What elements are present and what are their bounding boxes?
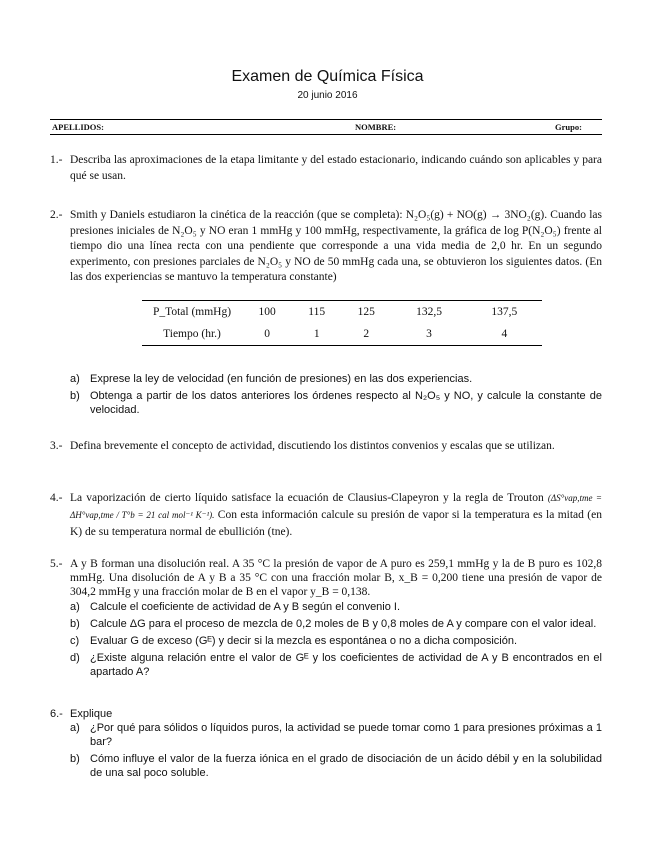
table-cell: 137,5 <box>467 301 542 324</box>
sub-text: Cómo influye el valor de la fuerza iónica en el grado de disociación de un ácido débil y en la solubilidad de una sal poco soluble. <box>90 753 602 779</box>
sub-question-a <box>70 600 602 614</box>
question-2 <box>50 208 602 286</box>
question-1 <box>50 153 602 184</box>
question-text: Explique <box>70 708 113 720</box>
question-number: 2.- <box>50 209 63 221</box>
sub-question-c <box>70 634 602 648</box>
exam-date: 20 junio 2016 <box>297 90 358 101</box>
question-text-part: La vaporización de cierto líquido satisface la ecuación de Clausius-Clapeyron y la regla de Trouton <box>70 492 544 504</box>
question-number: 5.- <box>50 558 63 570</box>
sub-text: ¿Existe alguna relación entre el valor de Gᴱ y los coeficientes de actividad de A y B encontrados en el apartado A? <box>90 652 602 678</box>
sub-question-d <box>70 651 602 679</box>
sub-text: Exprese la ley de velocidad (en función de presiones) en las dos experiencias. <box>90 373 473 385</box>
sub-text: Calcule ΔG para el proceso de mezcla de 0,2 moles de B y 0,8 moles de A y compare con el valor ideal. <box>90 618 597 630</box>
sub-letter: b) <box>70 618 80 630</box>
table-row-pressure <box>142 301 542 324</box>
question-5 <box>50 557 602 679</box>
row-label: Tiempo (hr.) <box>142 323 242 346</box>
sub-text: Calcule el coeficiente de actividad de A y B según el convenio I. <box>90 601 401 613</box>
question-text: Defina brevemente el concepto de actividad, discutiendo los distintos convenios y escalas que se utilizan. <box>70 440 555 452</box>
table-cell: 3 <box>391 323 466 346</box>
table-cell: 0 <box>242 323 292 346</box>
question-number: 3.- <box>50 440 63 452</box>
sub-question-a <box>70 372 602 386</box>
sub-question-b <box>70 389 602 417</box>
question-text-part: Con esta información calcule su presión de vapor si la temperatura es la mitad (en K) de su temperatura normal de ebullición (tne). <box>70 509 602 538</box>
sub-letter: a) <box>70 601 80 613</box>
question-text: Describa las aproximaciones de la etapa limitante y del estado estacionario, indicando cuándo son aplicables y para qué se usan. <box>70 154 602 182</box>
table-cell: 115 <box>292 301 341 324</box>
table-cell: 132,5 <box>391 301 466 324</box>
name-field: NOMBRE: <box>355 122 397 132</box>
question-text: A y B forman una disolución real. A 35 °C la presión de vapor de A puro es 259,1 mmHg y la de B puro es 102,8 mmHg. Una disolución de A y B a 35 °C con una fracción molar B, x_B = 0,200 tiene una presión de vapor de 304,2 mmHg y una fracción molar de B en el vapor y_B = 0,138. <box>70 558 602 598</box>
sub-question-b <box>70 617 602 631</box>
table-cell: 100 <box>242 301 292 324</box>
question-3 <box>50 439 602 455</box>
question-6 <box>50 707 602 780</box>
question-number: 1.- <box>50 154 63 166</box>
sub-letter: a) <box>70 722 80 734</box>
sub-letter: c) <box>70 635 80 647</box>
question-number: 4.- <box>50 492 63 504</box>
table-cell: 1 <box>292 323 341 346</box>
sub-letter: b) <box>70 753 80 765</box>
student-info-bar <box>50 119 602 135</box>
table-row-time <box>142 323 542 346</box>
sub-letter: a) <box>70 373 80 385</box>
exam-title: Examen de Química Física <box>231 68 424 85</box>
question-number: 6.- <box>50 708 63 720</box>
question-text <box>70 490 602 541</box>
sub-question-a <box>70 721 602 749</box>
table-cell: 125 <box>341 301 391 324</box>
group-field: Grupo: <box>555 122 582 132</box>
sub-text: Obtenga a partir de los datos anteriores los órdenes respecto al N₂O₅ y NO, y calcule la constante de velocidad. <box>90 390 602 416</box>
sub-text: ¿Por qué para sólidos o líquidos puros, la actividad se puede tomar como 1 para presiones próximas a 1 bar? <box>90 722 602 748</box>
table-cell: 2 <box>341 323 391 346</box>
question-2-items <box>50 372 602 417</box>
question-text: Smith y Daniels estudiaron la cinética de la reacción (que se completa): N₂O₅(g) + NO(g) → 3NO₂(g). Cuando las presiones iniciales de N₂O₅ y NO eran 1 mmHg y 100 mmHg, respectivamente, la gráfica de log P(N₂O₅) frente al tiempo dio una línea recta con una pendiente que corresponde a una vida media de 2,0 hr. En un segundo experimento, con presiones parciales de N₂O₅ y NO de 50 mmHg cada una, se obtuvieron los siguientes datos. (En las dos experiencias se mantuvo la temperatura constante) <box>70 209 602 283</box>
table-cell: 4 <box>467 323 542 346</box>
pressure-time-table <box>142 300 542 346</box>
sub-letter: b) <box>70 390 80 402</box>
sub-text: Evaluar G de exceso (Gᴱ) y decir si la mezcla es espontánea o no a dicha composición. <box>90 635 518 647</box>
row-label: P_Total (mmHg) <box>142 301 242 324</box>
trouton-formula: (ΔS°vap,tme = ΔH°vap,tme / T°b = 21 cal mol⁻¹ K⁻¹). <box>70 493 602 520</box>
sub-letter: d) <box>70 652 80 664</box>
surnames-field: APELLIDOS: <box>52 122 104 132</box>
sub-question-b <box>70 752 602 780</box>
question-4 <box>50 490 602 541</box>
